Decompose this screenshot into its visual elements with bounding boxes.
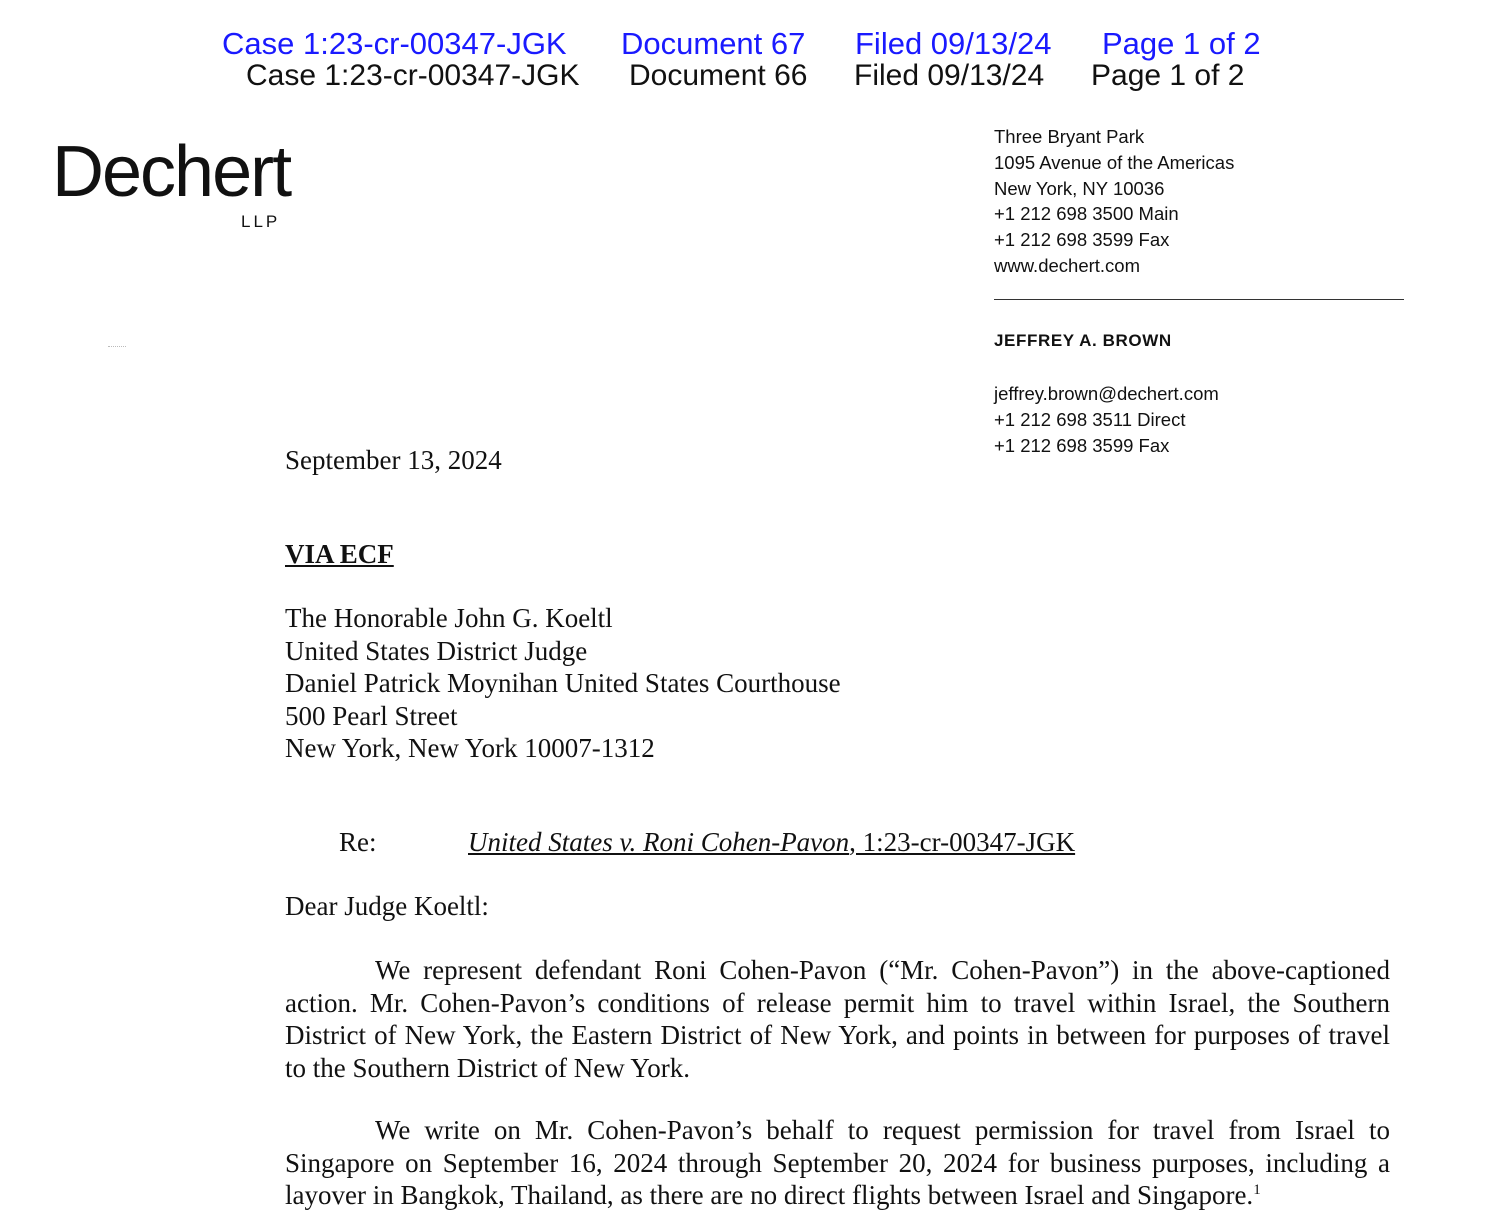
firm-address-line: New York, NY 10036 xyxy=(994,177,1165,199)
firm-website: www.dechert.com xyxy=(994,254,1140,276)
letter-date: September 13, 2024 xyxy=(285,445,502,475)
re-case-name: United States v. Roni Cohen-Pavon xyxy=(468,827,850,857)
stamp-document-number: Document 67 xyxy=(621,26,806,61)
addressee-line: 500 Pearl Street xyxy=(285,700,458,731)
re-label: Re: xyxy=(339,827,377,857)
firm-address-line: Three Bryant Park xyxy=(994,126,1145,147)
firm-address-line: 1095 Avenue of the Americas xyxy=(994,151,1235,173)
attorney-phone-direct: +1 212 698 3511 Direct xyxy=(994,408,1186,430)
attorney-contact-block xyxy=(994,381,1219,458)
stamp-page-number: Page 1 of 2 xyxy=(1091,59,1245,92)
attorney-name: JEFFREY A. BROWN xyxy=(994,331,1172,350)
stamp-case-number: Case 1:23-cr-00347-JGK xyxy=(246,59,580,92)
stamp-document-number: Document 66 xyxy=(629,59,808,92)
stamp-page-number: Page 1 of 2 xyxy=(1102,26,1261,61)
attorney-email: jeffrey.brown@dechert.com xyxy=(994,383,1219,404)
attorney-phone-fax: +1 212 698 3599 Fax xyxy=(994,434,1170,456)
firm-phone-fax: +1 212 698 3599 Fax xyxy=(994,229,1170,251)
body-paragraph-text: We write on Mr. Cohen-Pavon’s behalf to request permission for travel from Israel to Singapore on September 16, 2024 through September 20, 2024 for business purposes, including a layover in Bangkok, Thailand, as there are no direct flights between Israel and Singapore. xyxy=(285,1115,1390,1210)
re-subject xyxy=(468,827,1075,858)
addressee-line: United States District Judge xyxy=(285,635,588,666)
body-paragraph xyxy=(285,1114,1390,1212)
firm-phone-main: +1 212 698 3500 Main xyxy=(994,203,1179,225)
stamp-case-number: Case 1:23-cr-00347-JGK xyxy=(222,26,567,61)
re-case-number: , 1:23-cr-00347-JGK xyxy=(849,827,1076,857)
stamp-filed-date: Filed 09/13/24 xyxy=(854,59,1045,92)
firm-logo: Dechert xyxy=(52,132,291,212)
delivery-method: VIA ECF xyxy=(285,539,394,569)
letterhead-divider xyxy=(994,299,1404,300)
firm-logo-suffix: LLP xyxy=(241,212,281,231)
firm-address-block xyxy=(994,124,1234,279)
scan-artifact xyxy=(108,346,126,348)
salutation: Dear Judge Koeltl: xyxy=(285,891,489,921)
footnote-marker: 1 xyxy=(1253,1182,1261,1198)
stamp-filed-date: Filed 09/13/24 xyxy=(855,26,1052,61)
addressee-line: Daniel Patrick Moynihan United States Courthouse xyxy=(285,668,841,698)
filing-stamp-original xyxy=(0,59,1502,99)
addressee-line: The Honorable John G. Koeltl xyxy=(285,603,613,633)
addressee-block xyxy=(285,602,841,765)
addressee-line: New York, New York 10007-1312 xyxy=(285,733,655,763)
body-paragraph: We represent defendant Roni Cohen-Pavon (“Mr. Cohen-Pavon”) in the above-captioned action. Mr. Cohen-Pavon’s conditions of release permit him to travel within Israel, the Southern District of New York, the Eastern District of New York, and points in between for purposes of travel to the Southern District of New York. xyxy=(285,955,1390,1083)
